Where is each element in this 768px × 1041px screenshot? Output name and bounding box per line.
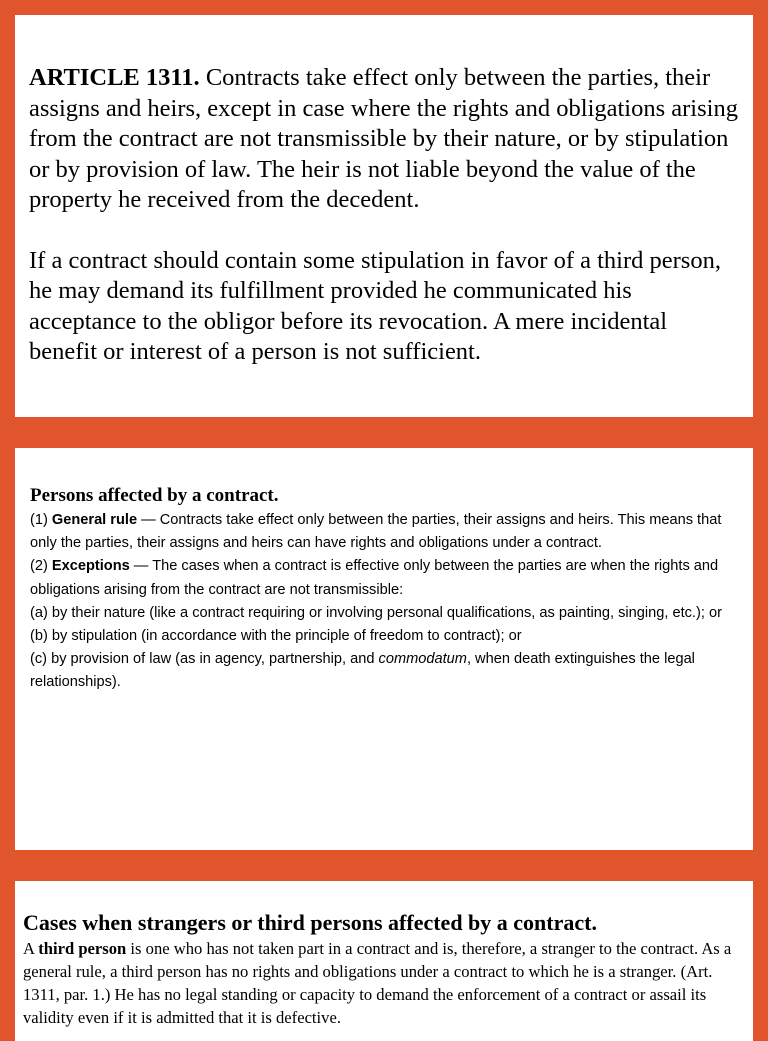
slide-third-persons xyxy=(15,881,753,1041)
exception-item-b: (b) by stipulation (in accordance with the principle of freedom to contract); or xyxy=(30,628,522,645)
general-rule-label: General rule xyxy=(51,512,138,528)
article-paragraph-1 xyxy=(29,63,739,216)
third-person-text-end: is one who has not taken part in a contract and is, therefore, a stranger to the contract. As a general rule, a third person has no rights and obligations under a contract to which he is a stranger. (Art. 1311, par. 1.) He has no legal standing or capacity to demand the enforcement of a contract or assail its validity even if it is admitted that it is defective. xyxy=(23,939,732,1027)
slide-article-1311 xyxy=(15,15,753,417)
exceptions-label: Exceptions xyxy=(51,558,130,575)
third-person-paragraph xyxy=(23,937,745,1029)
article-heading: ARTICLE 1311. xyxy=(29,64,200,91)
third-person-text-start: A xyxy=(23,939,39,958)
exceptions-text: — The cases when a contract is effective only between the parties are when the rights and obligations arising from the contract are not transmissible: xyxy=(30,558,719,598)
exception-item-c xyxy=(30,648,747,694)
exceptions-paragraph xyxy=(30,555,747,601)
slide-persons-affected xyxy=(15,448,753,850)
persons-affected-heading: Persons affected by a contract. xyxy=(30,485,279,506)
general-rule-text: — Contracts take effect only between the parties, their assigns and heirs. This means that only the parties, their assigns and heirs can have rights and obligations under a contract. xyxy=(30,512,722,552)
item-c-text-end: , when death extinguishes the legal relationships). xyxy=(30,651,695,691)
general-rule-paragraph xyxy=(30,509,747,555)
exceptions-prefix: (2) xyxy=(30,558,52,575)
article-text-1: Contracts take effect only between the parties, their assigns and heirs, except in case where the rights and obligations arising from the contract are not transmissible by their nature, or by stipulation or by provision of law. The heir is not liable beyond the value of the property he received from the decedent. xyxy=(29,64,738,213)
item-c-text-start: (c) by provision of law (as in agency, partnership, and xyxy=(30,651,379,668)
article-text-2: If a contract should contain some stipulation in favor of a third person, he may demand its fulfillment provided he communicated his acceptance to the obligor before its revocation. A mere incidental benefit or interest of a person is not sufficient. xyxy=(29,246,721,365)
exception-item-a: (a) by their nature (like a contract requiring or involving personal qualifications, as painting, singing, etc.); or xyxy=(30,604,722,621)
third-person-term: third person xyxy=(38,939,127,958)
third-persons-heading: Cases when strangers or third persons affected by a contract. xyxy=(23,910,597,935)
rule-prefix: (1) xyxy=(30,512,52,528)
article-paragraph-2 xyxy=(29,246,739,368)
commodatum-term: commodatum xyxy=(378,651,467,668)
